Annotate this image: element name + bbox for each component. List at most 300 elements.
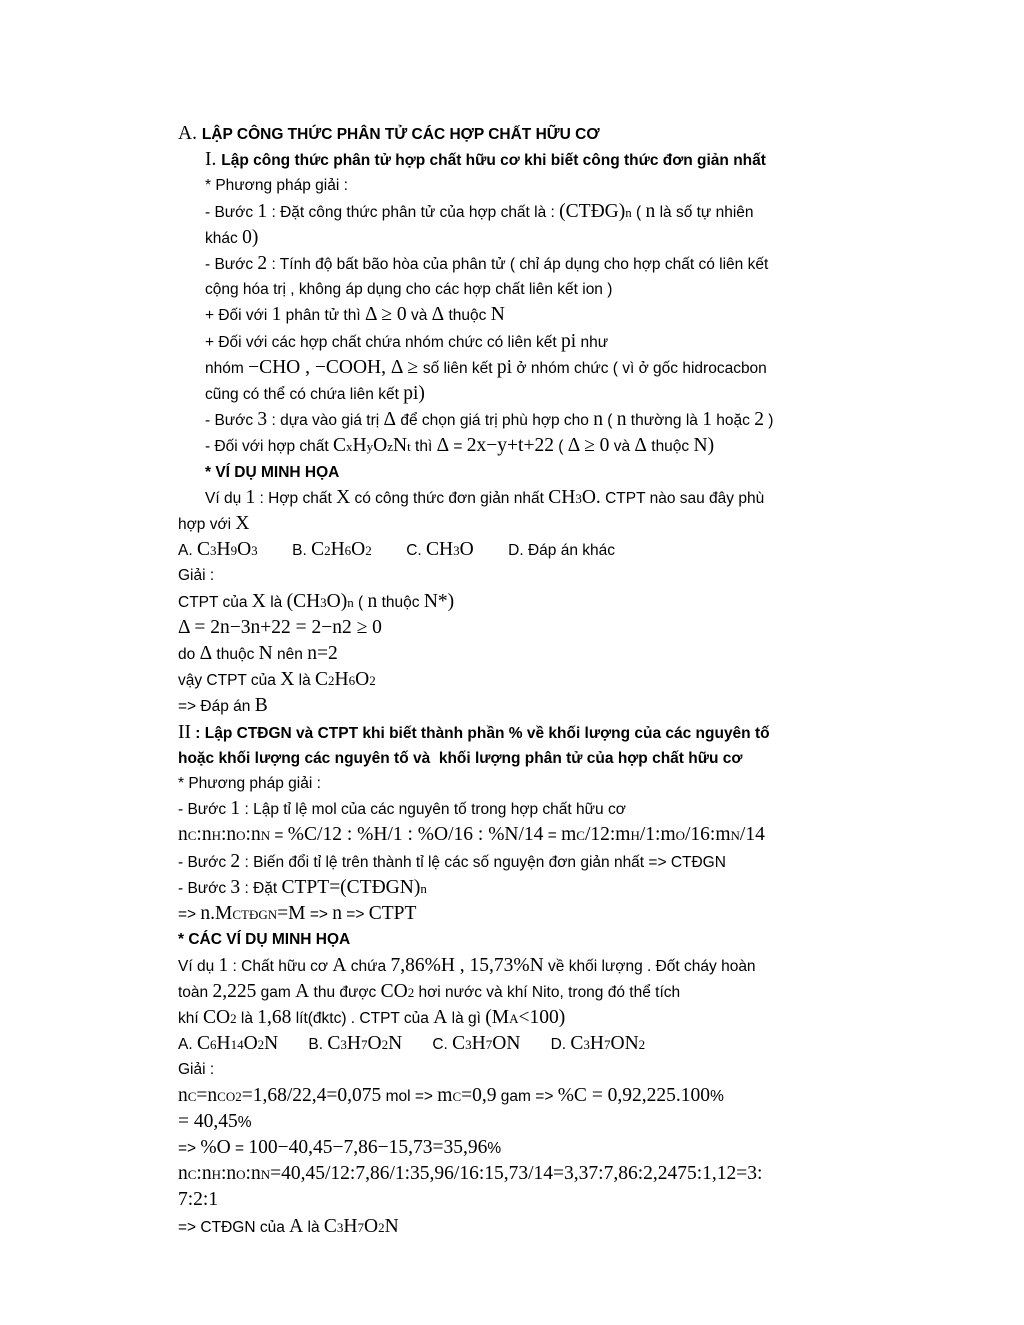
text-run: I. xyxy=(205,149,222,171)
text-run: :n xyxy=(245,1163,261,1185)
text-run: H xyxy=(330,539,345,561)
text-run: O xyxy=(236,828,246,844)
text-run xyxy=(278,1036,308,1053)
text-run: ON xyxy=(610,1033,639,1055)
text-run: O xyxy=(367,1033,382,1055)
text-run: X xyxy=(251,590,266,612)
text-run: thì xyxy=(410,438,437,456)
text-run: Δ ≥ 0 xyxy=(364,304,407,326)
text-run: hoặc khối lượng các nguyên tố và khối lượng phân tử của hợp chất hữu cơ xyxy=(178,749,743,767)
text-run: A xyxy=(295,980,310,1002)
text-run: thu được xyxy=(309,983,381,1001)
text-run: O xyxy=(675,828,686,844)
text-run: 2 xyxy=(638,1037,646,1053)
text-run: O xyxy=(355,669,370,691)
text-line xyxy=(178,615,878,641)
text-run: thuộc xyxy=(212,646,259,664)
text-run: 3 xyxy=(257,409,268,431)
text-run: %C = 0,92,225.100 xyxy=(557,1084,711,1106)
text-run: H xyxy=(211,828,221,844)
text-line xyxy=(178,460,878,485)
text-run: - Bước xyxy=(205,203,258,221)
text-run: C. xyxy=(406,542,427,560)
text-run: H xyxy=(630,828,640,844)
text-run: n xyxy=(178,1163,188,1185)
text-run: %O xyxy=(200,1136,231,1158)
text-run: 3 xyxy=(583,1037,590,1053)
text-run: =M xyxy=(277,903,306,925)
text-run: N xyxy=(490,304,505,326)
text-run: : Đặt công thức phân tử của hợp chất là : xyxy=(267,203,560,221)
text-line xyxy=(178,277,878,302)
text-run: như xyxy=(576,333,609,351)
text-run: O xyxy=(373,435,388,457)
text-run xyxy=(372,542,406,559)
text-run: Δ = 2n−3n+22 = 2−n2 ≥ 0 xyxy=(178,616,382,638)
text-run xyxy=(258,542,292,559)
text-run: gam xyxy=(256,983,296,1001)
text-run: (CTĐG) xyxy=(559,200,626,222)
text-run: 3 xyxy=(230,876,241,898)
text-run: /1:m xyxy=(639,824,676,846)
text-line xyxy=(178,251,878,277)
text-run: A. xyxy=(178,123,202,144)
text-run: pi xyxy=(560,330,577,352)
text-run: => xyxy=(341,906,369,924)
text-run: O) xyxy=(326,590,348,612)
text-run: * Phương pháp giải : xyxy=(178,775,321,793)
text-run: O xyxy=(351,539,366,561)
text-run: n xyxy=(178,824,188,846)
text-run: Δ xyxy=(436,435,450,457)
text-run: 6 xyxy=(209,1037,217,1053)
text-run: gam => xyxy=(496,1087,558,1105)
text-line xyxy=(178,927,878,952)
text-run: : Biến đổi tỉ lệ trên thành tỉ lệ các số nguyện đơn giản nhất => CTĐGN xyxy=(240,853,726,871)
text-run: khí xyxy=(178,1009,203,1027)
text-run: khác xyxy=(205,229,243,247)
text-run: 1,68 xyxy=(257,1006,292,1028)
text-run: 3 xyxy=(251,543,258,559)
text-line xyxy=(178,979,878,1005)
text-run: => Đáp án xyxy=(178,698,255,716)
text-run: C xyxy=(452,1033,466,1055)
text-run: = xyxy=(449,438,467,456)
text-run: : Lập tỉ lệ mol của các nguyên tố trong hợp chất hữu cơ xyxy=(240,801,626,819)
text-line xyxy=(178,1135,878,1161)
text-run: nên xyxy=(272,646,308,664)
text-run: n.M xyxy=(200,903,233,925)
text-run: B. xyxy=(292,542,312,560)
text-run: => xyxy=(178,906,201,924)
text-run: 2 xyxy=(257,253,268,275)
text-run: 7 xyxy=(485,1037,493,1053)
text-run: N xyxy=(264,1033,279,1055)
text-run: C xyxy=(333,435,347,457)
text-run: + Đối với các hợp chất chứa nhóm chức có liên kết xyxy=(205,333,561,351)
text-run: N*) xyxy=(423,590,455,612)
text-line xyxy=(178,563,878,588)
text-line xyxy=(178,225,878,251)
text-run: (CH xyxy=(286,590,321,612)
text-line xyxy=(178,641,878,667)
text-run: CH xyxy=(548,486,576,508)
text-run xyxy=(520,1036,550,1053)
text-run: O. xyxy=(581,486,601,508)
text-run: Δ xyxy=(431,304,445,326)
text-run: C. xyxy=(432,1036,453,1054)
text-run: : Hợp chất xyxy=(255,489,337,507)
text-run: CTPT nào sau đây phù xyxy=(600,489,765,507)
text-run: thuộc xyxy=(646,438,694,456)
text-run: H xyxy=(589,1033,604,1055)
text-run: A xyxy=(509,1010,519,1026)
text-line xyxy=(178,1083,878,1109)
text-run: 2 xyxy=(378,1219,385,1235)
text-run: N xyxy=(258,643,273,665)
text-run: <100) xyxy=(518,1006,566,1028)
text-run: H xyxy=(216,539,231,561)
text-line xyxy=(178,849,878,875)
text-run: và xyxy=(406,307,432,325)
text-run: hoặc xyxy=(711,412,755,430)
text-run: N xyxy=(730,828,740,844)
text-line xyxy=(178,901,878,927)
text-run: O xyxy=(243,1033,258,1055)
text-run: H xyxy=(352,435,367,457)
text-run: thường là xyxy=(626,412,703,430)
text-run: % xyxy=(487,1139,502,1157)
text-run: B. xyxy=(308,1036,328,1054)
text-run: mol => xyxy=(381,1087,438,1105)
text-run: hơi nước và khí Nito, trong đó thể tích xyxy=(414,983,681,1001)
text-run: 1 xyxy=(271,304,282,326)
text-run: là xyxy=(294,672,315,690)
text-line xyxy=(178,511,878,537)
text-run: CTPT của xyxy=(178,593,252,611)
text-run: A xyxy=(433,1006,448,1028)
text-run: 3 xyxy=(575,490,582,506)
text-line xyxy=(178,822,878,848)
text-run: => xyxy=(305,906,333,924)
text-run: * CÁC VÍ DỤ MINH HỌA xyxy=(178,931,351,949)
text-run: A. xyxy=(178,1036,197,1054)
text-run: ) xyxy=(763,412,774,430)
text-run: =1,68/22,4=0,075 xyxy=(241,1084,382,1106)
text-run: %C/12 : %H/1 : %O/16 : %N/14 xyxy=(287,824,544,846)
text-run: nhóm xyxy=(205,359,249,377)
text-run: cũng có thể có chứa liên kết xyxy=(205,386,404,404)
text-run: : Chất hữu cơ xyxy=(228,957,333,975)
text-run: => xyxy=(178,1139,201,1157)
text-run: :n xyxy=(196,1163,212,1185)
text-line xyxy=(178,355,878,381)
text-run: X xyxy=(280,669,295,691)
text-run: n xyxy=(420,880,427,896)
text-run: C xyxy=(196,539,210,561)
text-run: 3 xyxy=(320,594,327,610)
text-line xyxy=(178,199,878,225)
text-run: 3 xyxy=(340,1037,347,1053)
text-run: 7 xyxy=(360,1037,368,1053)
text-run: => CTĐGN của xyxy=(178,1218,290,1236)
text-line xyxy=(178,693,878,719)
text-run: ( xyxy=(553,438,568,456)
text-line xyxy=(178,537,878,563)
text-run: thuộc xyxy=(444,307,491,325)
text-run: 3 xyxy=(453,543,460,559)
text-run: = xyxy=(230,1139,249,1157)
text-run: CTPT xyxy=(368,903,417,925)
text-run: C xyxy=(327,1033,341,1055)
text-run: n xyxy=(625,204,632,220)
text-run: N xyxy=(260,828,271,844)
text-run: (M xyxy=(485,1006,510,1028)
text-run: và xyxy=(609,438,635,456)
text-run: 2,225 xyxy=(212,980,257,1002)
text-run: 6 xyxy=(348,673,356,689)
text-run: t xyxy=(407,439,411,455)
text-run: X xyxy=(336,486,351,508)
text-run: N) xyxy=(693,435,715,457)
text-run: 2 xyxy=(365,543,372,559)
text-run: Δ xyxy=(634,435,647,457)
text-line xyxy=(178,771,878,796)
text-line xyxy=(178,1187,878,1213)
text-run: :n xyxy=(220,1163,237,1185)
text-run: −CHO , −COOH, Δ ≥ xyxy=(248,356,423,378)
text-run: n xyxy=(593,409,603,431)
text-run: pi) xyxy=(403,383,425,405)
text-run: O xyxy=(459,539,474,561)
text-run: C xyxy=(187,1088,197,1104)
text-run: B xyxy=(254,695,268,717)
text-line xyxy=(178,147,878,173)
text-run: 1 xyxy=(245,486,256,508)
text-line xyxy=(178,381,878,407)
text-run: CTPT=(CTĐGN) xyxy=(281,876,421,898)
text-run: C xyxy=(196,1033,210,1055)
text-run: 2 xyxy=(230,850,241,872)
text-run: là xyxy=(265,593,287,611)
text-run: 2 xyxy=(328,673,335,689)
text-run: A xyxy=(289,1215,304,1237)
text-run: LẬP CÔNG THỨC PHÂN TỬ CÁC HỢP CHẤT HỮU CƠ xyxy=(201,126,600,143)
text-run: 6 xyxy=(344,543,352,559)
text-run: CO2 xyxy=(217,1088,242,1104)
text-run: N xyxy=(260,1167,271,1183)
text-run: CO xyxy=(202,1006,231,1028)
text-line xyxy=(178,1214,878,1240)
text-run: 2 xyxy=(381,1037,389,1053)
text-run: toàn xyxy=(178,983,213,1001)
text-run: =n xyxy=(196,1084,218,1106)
text-run: cộng hóa trị , không áp dụng cho các hợp chất liên kết ion ) xyxy=(205,281,613,299)
text-run: n xyxy=(347,594,354,610)
text-run: % xyxy=(710,1087,724,1105)
text-run: : Đặt xyxy=(240,879,282,897)
text-run: 9 xyxy=(230,543,238,559)
text-run: n xyxy=(616,409,627,431)
text-run: C xyxy=(315,669,329,691)
text-run: chứa xyxy=(346,957,391,975)
text-run: 2 xyxy=(754,409,764,431)
text-run: : Lập CTĐGN và CTPT khi biết thành phần % về khối lượng của các nguyên tố xyxy=(191,724,770,742)
text-run: thuộc xyxy=(377,593,424,611)
text-run: ON xyxy=(492,1033,521,1055)
text-line xyxy=(178,173,878,198)
text-run: /16:m xyxy=(685,824,731,846)
text-run: = 40,45 xyxy=(178,1110,238,1132)
text-line xyxy=(178,953,878,979)
text-line xyxy=(178,1109,878,1135)
text-run: 7,86%H , 15,73%N xyxy=(390,954,544,976)
text-line xyxy=(178,407,878,433)
text-run: pi xyxy=(496,356,513,378)
text-run: 2x−y+t+22 xyxy=(466,435,554,457)
text-run: + Đối với xyxy=(205,307,272,325)
text-line xyxy=(178,433,878,459)
text-run: = xyxy=(270,827,288,845)
text-line xyxy=(178,720,878,746)
text-run: có công thức đơn giản nhất xyxy=(350,489,549,507)
text-line xyxy=(178,589,878,615)
text-run: % xyxy=(237,1113,252,1131)
text-run: O xyxy=(364,1215,379,1237)
text-run: là xyxy=(236,1009,258,1027)
text-run: số liên kết xyxy=(422,359,497,377)
text-run: Δ xyxy=(199,643,213,665)
text-run: II xyxy=(178,721,191,743)
text-run: * Phương pháp giải : xyxy=(205,177,348,195)
text-run: C xyxy=(452,1088,462,1104)
text-run: 1 xyxy=(257,200,268,222)
text-run: CO xyxy=(380,980,408,1002)
text-run: D. xyxy=(550,1036,571,1054)
text-run: do xyxy=(178,646,200,664)
text-run: :n xyxy=(196,824,212,846)
text-run: Giải : xyxy=(178,1061,215,1079)
text-run: : Tính độ bất bão hòa của phân tử ( chỉ áp dụng cho hợp chất có liên kết xyxy=(267,256,769,274)
text-run: Ví dụ xyxy=(205,489,246,507)
text-run: 2 xyxy=(257,1037,265,1053)
text-run: hợp với xyxy=(178,516,236,534)
text-run: C xyxy=(570,1033,584,1055)
text-run: C xyxy=(323,1215,337,1237)
text-run: 1 xyxy=(218,954,229,976)
text-run: Giải : xyxy=(178,567,215,585)
text-run: lít(đktc) . CTPT của xyxy=(291,1009,434,1027)
text-run: = xyxy=(543,827,562,845)
text-run: 14 xyxy=(230,1037,244,1053)
text-run: 2 xyxy=(407,984,415,1000)
text-run: :n xyxy=(245,824,261,846)
text-run: O xyxy=(236,1167,246,1183)
document-content xyxy=(178,121,878,1240)
text-run: * VÍ DỤ MINH HỌA xyxy=(205,463,340,481)
text-run: ở nhóm chức ( vì ở gốc hidrocacbon xyxy=(512,359,767,377)
text-run: H xyxy=(211,1167,221,1183)
text-run: là gì xyxy=(447,1009,486,1027)
text-run: - Bước xyxy=(205,256,258,274)
text-line xyxy=(178,1005,878,1031)
text-run: /14 xyxy=(739,824,765,846)
text-run: :n xyxy=(220,824,237,846)
text-run: N xyxy=(393,435,408,457)
text-run: N xyxy=(388,1033,403,1055)
text-run: H xyxy=(346,1033,361,1055)
text-line xyxy=(178,1031,878,1057)
text-run: 1 xyxy=(230,798,241,820)
text-line xyxy=(178,121,878,147)
text-run: 3 xyxy=(336,1219,344,1235)
text-run: O xyxy=(237,539,252,561)
text-run: X xyxy=(235,513,250,535)
text-line xyxy=(178,796,878,822)
text-run: H xyxy=(216,1033,231,1055)
text-run: C xyxy=(187,828,197,844)
text-run: - Bước xyxy=(205,412,258,430)
text-run: CTĐGN xyxy=(232,907,278,923)
text-run: z xyxy=(387,439,393,455)
text-run: - Bước xyxy=(178,879,231,897)
text-run: =0,9 xyxy=(461,1084,497,1106)
text-run: C xyxy=(187,1167,197,1183)
text-run: phân tử thì xyxy=(281,307,365,325)
text-run: vậy CTPT của xyxy=(178,672,281,690)
text-line xyxy=(178,302,878,328)
text-run: n xyxy=(645,200,656,222)
text-run xyxy=(402,1036,432,1053)
text-run: 7 xyxy=(357,1219,365,1235)
text-run: 0) xyxy=(242,226,259,248)
text-run: 2 xyxy=(230,1010,237,1026)
text-run: 3 xyxy=(209,543,217,559)
text-run: 1 xyxy=(702,409,712,431)
text-run: Lập công thức phân tử hợp chất hữu cơ khi biết công thức đơn giản nhất xyxy=(221,152,766,170)
text-run xyxy=(474,542,508,559)
text-run: A. xyxy=(178,542,197,560)
text-run: n=2 xyxy=(307,643,338,665)
text-run: H xyxy=(343,1215,358,1237)
text-run: ( xyxy=(353,593,368,611)
text-line xyxy=(178,1057,878,1082)
text-run: là xyxy=(303,1218,324,1236)
text-run: D. Đáp án khác xyxy=(508,542,616,560)
text-run: Δ ≥ 0 xyxy=(567,435,610,457)
text-run: n xyxy=(367,590,378,612)
text-line xyxy=(178,746,878,771)
text-run: về khối lượng . Đốt cháy hoàn xyxy=(543,957,756,975)
text-run: n xyxy=(178,1084,188,1106)
text-line xyxy=(178,329,878,355)
text-run: là số tự nhiên xyxy=(655,203,754,221)
text-run: C xyxy=(311,539,325,561)
text-run: x xyxy=(346,439,353,455)
text-run: /12:m xyxy=(584,824,631,846)
text-line xyxy=(178,667,878,693)
text-run: =40,45/12:7,86/1:35,96/16:15,73/14=3,37:7,86:2,2475:1,12=3: xyxy=(270,1163,763,1185)
text-run: 7:2:1 xyxy=(178,1189,219,1211)
text-run: - Bước xyxy=(178,801,231,819)
text-run: ( xyxy=(602,412,617,430)
text-run: 2 xyxy=(324,543,331,559)
text-line xyxy=(178,1161,878,1187)
text-run: ( xyxy=(631,203,646,221)
text-run: Δ xyxy=(383,409,397,431)
text-run: A xyxy=(332,954,347,976)
text-run: C xyxy=(576,828,585,844)
